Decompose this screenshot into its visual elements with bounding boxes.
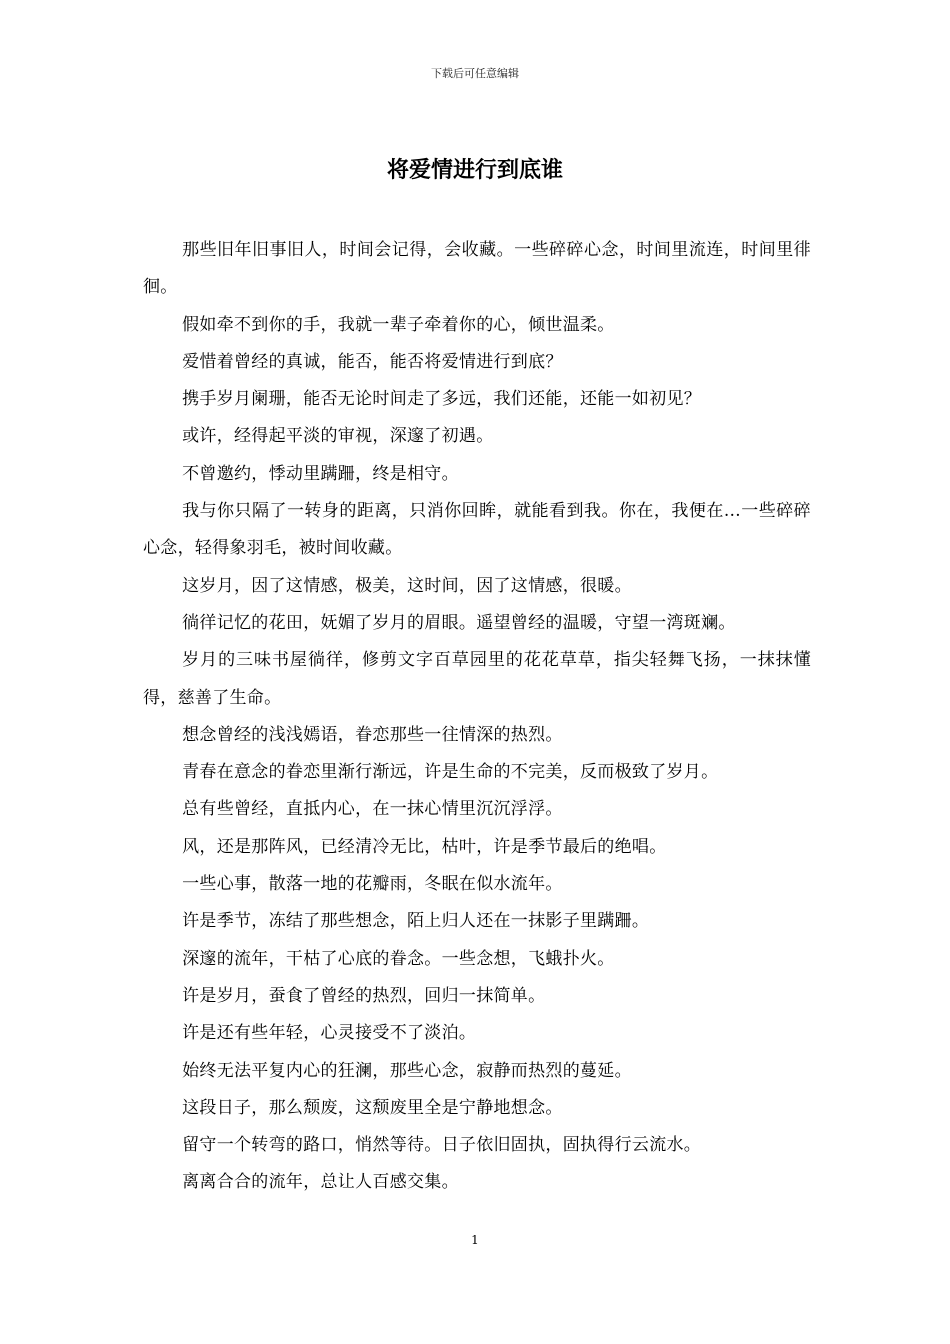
paragraph: 想念曾经的浅浅嫣语，眷恋那些一往情深的热烈。 [182,724,563,745]
paragraph: 始终无法平复内心的狂澜，那些心念，寂静而热烈的蔓延。 [182,1060,632,1081]
paragraph: 许是还有些年轻，心灵接受不了淡泊。 [182,1023,477,1044]
paragraph: 岁月的三味书屋徜徉，修剪文字百草园里的花花草草，指尖轻舞飞扬，一抹抹懂得，慈善了生命。 [143,650,811,708]
paragraph: 许是岁月，蚕食了曾经的热烈，回归一抹简单。 [182,985,546,1006]
paragraph: 假如牵不到你的手，我就一辈子牵着你的心，倾世温柔。 [182,314,615,335]
paragraph: 携手岁月阑珊，能否无论时间走了多远，我们还能，还能一如初见？ [182,389,702,410]
paragraph: 不曾邀约，悸动里蹒跚，终是相守。 [182,463,459,484]
paragraph: 一些心事，散落一地的花瓣雨，冬眠在似水流年。 [182,874,563,895]
header-note: 下载后可任意编辑 [431,67,519,80]
paragraph: 这岁月，因了这情感，极美，这时间，因了这情感，很暖。 [182,575,632,596]
paragraph: 深邃的流年，干枯了心底的眷念。一些念想，飞蛾扑火。 [182,948,615,969]
paragraph: 总有些曾经，直抵内心，在一抹心情里沉沉浮浮。 [182,799,563,820]
paragraph: 风，还是那阵风，已经清冷无比，枯叶，许是季节最后的绝唱。 [182,836,667,857]
paragraph: 离离合合的流年，总让人百感交集。 [182,1172,459,1193]
paragraph: 留守一个转弯的路口，悄然等待。日子依旧固执，固执得行云流水。 [182,1135,702,1156]
document-body [143,232,811,1202]
page-number: 1 [471,1233,479,1247]
document-title: 将爱情进行到底谁 [386,157,563,183]
paragraph: 许是季节，冻结了那些想念，陌上归人还在一抹影子里蹒跚。 [182,911,650,932]
paragraph: 那些旧年旧事旧人，时间会记得，会收藏。一些碎碎心念，时间里流连，时间里徘徊。 [143,240,811,298]
paragraph: 或许，经得起平淡的审视，深邃了初遇。 [182,426,494,447]
paragraph: 我与你只隔了一转身的距离，只消你回眸，就能看到我。你在，我便在…一些碎碎心念，轻得象羽毛，被时间收藏。 [143,501,811,559]
paragraph: 徜徉记忆的花田，妩媚了岁月的眉眼。遥望曾经的温暖，守望一湾斑斓。 [182,612,736,633]
paragraph: 青春在意念的眷恋里渐行渐远，许是生命的不完美，反而极致了岁月。 [182,762,719,783]
paragraph: 这段日子，那么颓废，这颓废里全是宁静地想念。 [182,1097,563,1118]
paragraph: 爱惜着曾经的真诚，能否，能否将爱情进行到底？ [182,351,563,372]
